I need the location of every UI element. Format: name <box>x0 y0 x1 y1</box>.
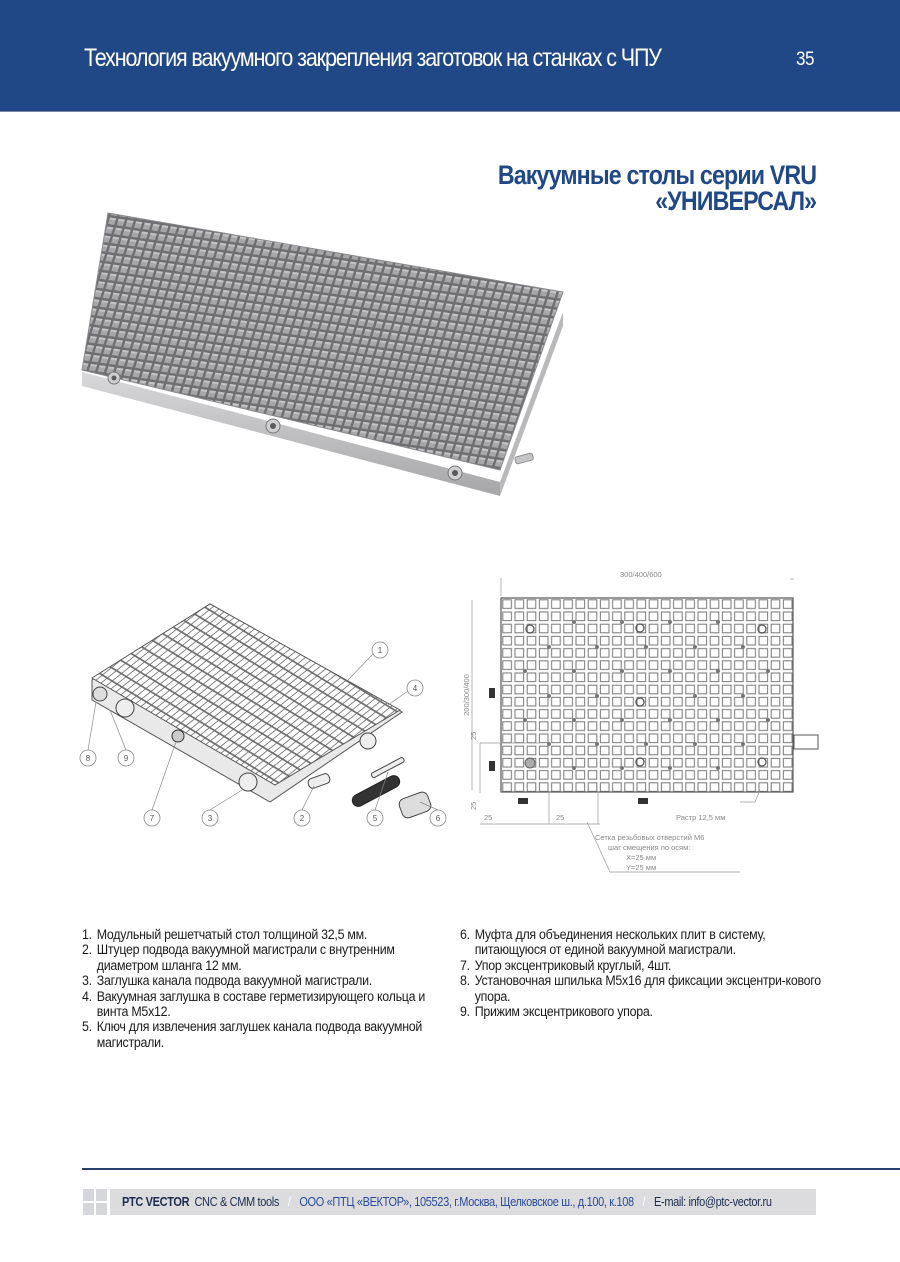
header-title: Технология вакуумного закрепления заготовок на станках с ЧПУ <box>84 44 661 72</box>
thread-note-line1: Сетка резьбовых отверстий М6 <box>595 833 705 842</box>
callout-3: 3 <box>207 814 213 823</box>
callout-2: 2 <box>299 814 305 823</box>
legend-item <box>82 973 440 988</box>
callout-4: 4 <box>412 684 418 693</box>
legend-item <box>82 942 440 973</box>
legend-item <box>82 989 440 1020</box>
footer-brand-tagline: CNC & CMM tools <box>194 1195 280 1209</box>
legend-text: Установочная шпилька М5х16 для фиксации эксцентри-кового упора. <box>474 973 821 1004</box>
offset-y-top: 25 <box>469 731 478 740</box>
callout-9: 9 <box>123 754 129 763</box>
legend-item <box>460 1004 838 1019</box>
legend-text: Заглушка канала подвода вакуумной магистрали. <box>96 973 372 989</box>
footer-address: ООО «ПТЦ «ВЕКТОР», 105523, г.Москва, Щелковское ш., д.100, к.108 <box>299 1195 634 1209</box>
offset-x-left: 25 <box>484 813 493 822</box>
legend-text: Вакуумная заглушка в составе герметизирующего кольца и винта М5х12. <box>96 988 426 1020</box>
offset-x-second: 25 <box>556 813 565 822</box>
height-dimension: 200/300/400 <box>462 674 471 716</box>
callout-6: 6 <box>435 814 441 823</box>
legend-num: 3. <box>82 973 92 989</box>
legend-item <box>460 927 838 958</box>
legend-num: 1. <box>82 927 92 942</box>
footer-bar <box>110 1189 816 1215</box>
callout-1: 1 <box>377 646 383 655</box>
legend-text: Муфта для объединения нескольких плит в систему, питающуюся от единой вакуумной магистрали. <box>474 927 766 958</box>
legend-num: 8. <box>460 973 470 989</box>
vacuum-table-photo <box>60 200 660 500</box>
raster-note: Растр 12,5 мм <box>676 813 726 822</box>
legend-text: Прижим эксцентрикового упора. <box>474 1004 653 1020</box>
legend-text: Упор эксцентриковый круглый, 4шт. <box>474 957 672 973</box>
legend-num: 6. <box>460 927 470 942</box>
product-title-line1: Вакуумные столы серии VRU <box>497 160 816 190</box>
page-number: 35 <box>796 49 815 70</box>
footer-separator: / <box>642 1195 646 1209</box>
thread-note-line4: Y=25 мм <box>626 863 657 872</box>
legend-num: 7. <box>460 957 470 973</box>
technical-drawing <box>460 560 840 880</box>
legend-item <box>460 973 838 1004</box>
exploded-view-drawing <box>70 590 460 840</box>
width-dimension: 300/400/600 <box>620 570 662 579</box>
legend-text: Ключ для извлечения заглушек канала подвода вакуумной магистрали. <box>96 1019 423 1050</box>
offset-y-bottom: 25 <box>469 801 478 810</box>
legend-num: 4. <box>82 988 92 1004</box>
footer-brand: PTC VECTOR <box>122 1195 190 1209</box>
legend-item <box>82 927 440 942</box>
footer-divider <box>82 1168 900 1170</box>
legend-num: 5. <box>82 1019 92 1035</box>
legend-num: 2. <box>82 942 92 958</box>
legend-num: 9. <box>460 1004 470 1020</box>
callout-5: 5 <box>372 814 378 823</box>
legend-text: Штуцер подвода вакуумной магистрали с внутренним диаметром шланга 12 мм. <box>96 942 395 973</box>
legend-right <box>460 927 840 1019</box>
thread-note-line2: шаг смещения по осям: <box>608 843 691 852</box>
legend-item <box>460 958 838 973</box>
footer-separator: / <box>287 1195 291 1209</box>
legend-text: Модульный решетчатый стол толщиной 32,5 мм. <box>96 927 368 942</box>
legend-left <box>82 927 442 1050</box>
callout-8: 8 <box>85 754 91 763</box>
product-title-line2: «УНИВЕРСАЛ» <box>655 186 816 216</box>
callout-7: 7 <box>149 814 155 823</box>
header-band <box>0 0 900 112</box>
thread-note-line3: X=25 мм <box>626 853 657 862</box>
legend-item <box>82 1019 440 1050</box>
footer-email[interactable]: E-mail: info@ptc-vector.ru <box>654 1195 772 1209</box>
footer-logo-icon <box>83 1189 107 1215</box>
